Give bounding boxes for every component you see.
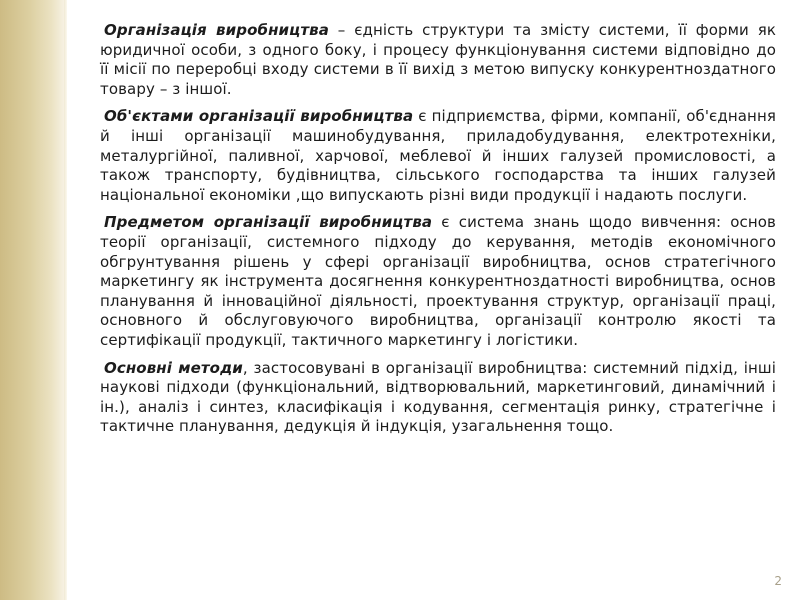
paragraph-subject	[100, 213, 776, 350]
page-number: 2	[774, 574, 782, 588]
paragraph-objects	[100, 107, 776, 205]
definition-text: є система знань щодо вивчення: основ теорії організації, системного підходу до керування, методів економічного обгрунтування рішень у сфері організації виробництва, основ стратегічного маркетингу як інструмента досягнення конкурентноздатності виробництва, основ планування й інноваційної діяльності, проектування структур, організації праці, основного й обслуговуючого виробництва, організації контролю якості та сертифікації продукції, тактичного маркетингу і логістики.	[100, 213, 776, 349]
term: Організація виробництва	[104, 21, 329, 39]
definition-text: – єдність структури та змісту системи, її форми як юридичної особи, з одного боку, і процесу функціонування системи відповідно до її місії по переробці входу системи в її вихід з метою випуску конкурентноздатного товару – з іншої.	[100, 21, 776, 98]
term: Предметом організації виробництва	[104, 213, 433, 232]
term: Об'єктами організації виробництва	[104, 107, 414, 126]
definition-text: є підприємства, фірми, компанії, об'єднання й інші організації машинобудування, приладобудування, електротехніки, металургійної, паливної, харчової, меблевої й інших галузей промисловості, а також транспорту, будівництва, сільського господарства та інших галузей національної економіки ,що випускають різні види продукції і надають послуги.	[100, 107, 776, 204]
paragraph-main-methods	[100, 359, 776, 437]
definition-text: , застосовувані в організації виробництва: системний підхід, інші наукові підходи (функціональний, відтворювальний, маркетинговий, динамічний і ін.), аналіз і синтез, класифікація і кодування, сегментація ринку, стратегічне і тактичне планування, дедукція й індукція, узагальнення тощо.	[100, 358, 776, 436]
term: Основні методи	[104, 358, 243, 377]
paragraph-organization-of-production	[100, 21, 776, 99]
slide-body	[100, 21, 776, 445]
decorative-band-edge	[64, 0, 67, 600]
decorative-side-band	[0, 0, 64, 600]
